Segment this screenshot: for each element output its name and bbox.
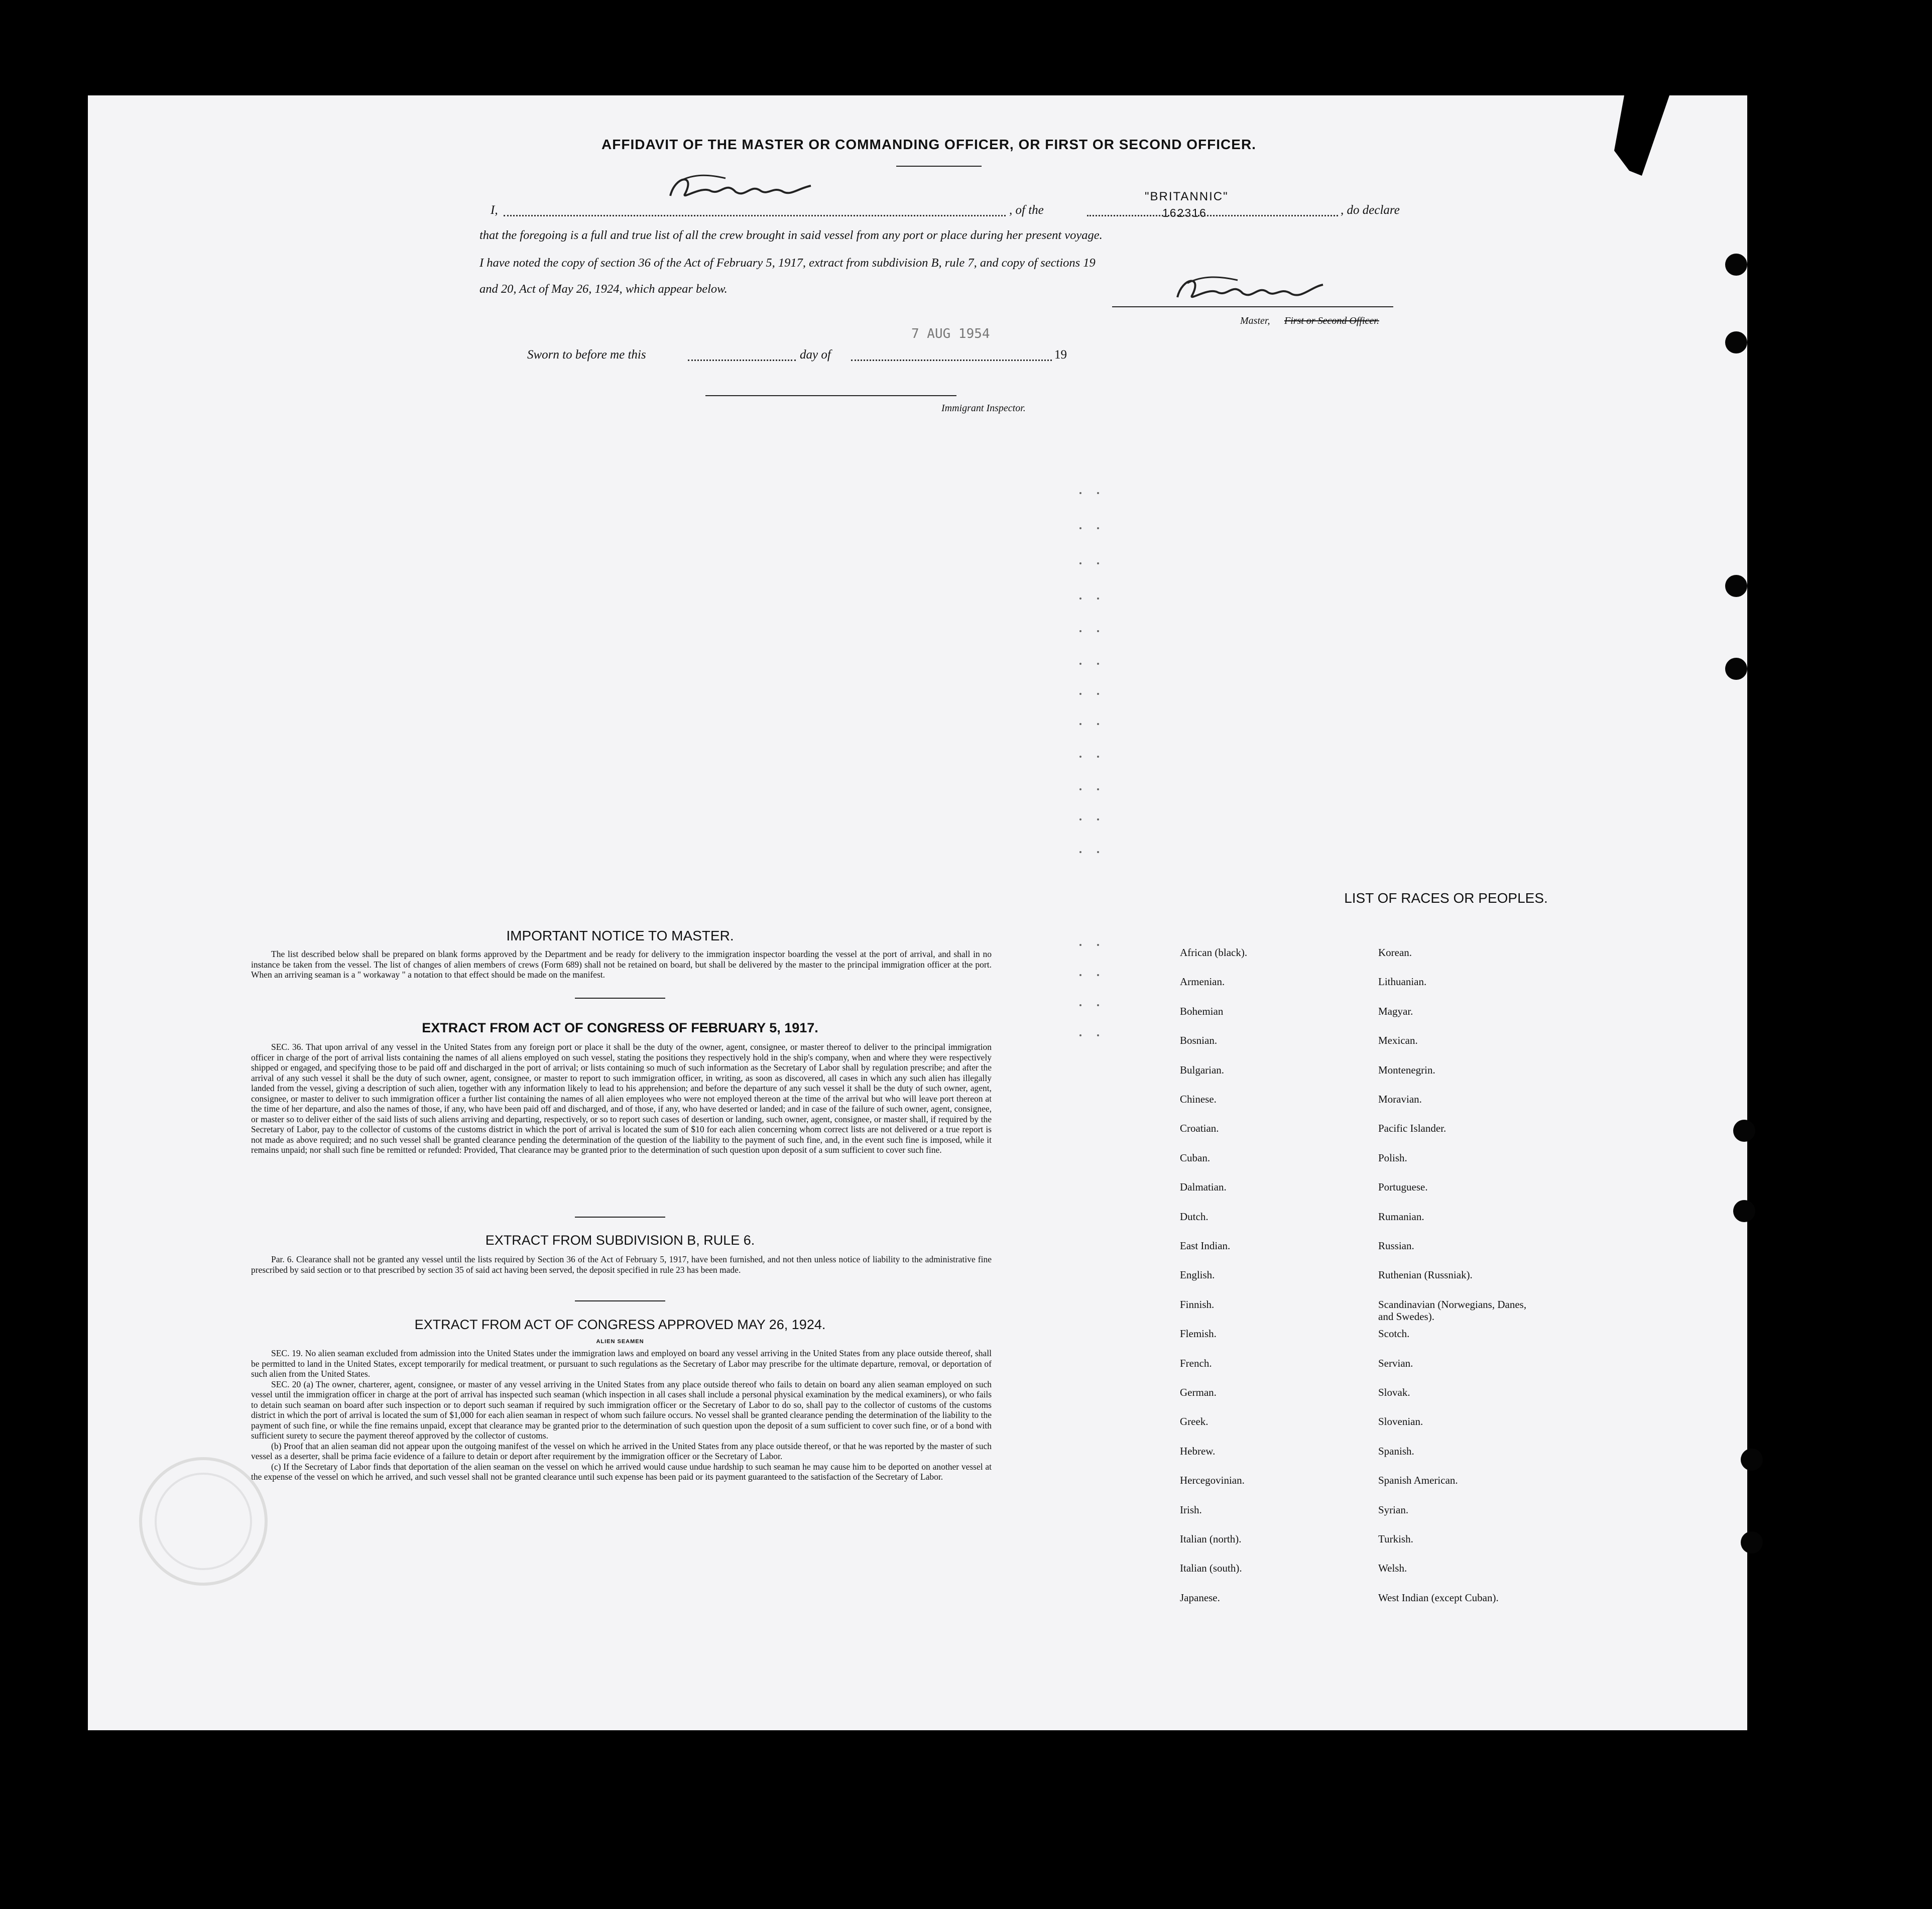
race-item-right: Russian. bbox=[1378, 1240, 1414, 1252]
speck bbox=[1097, 851, 1099, 853]
sworn-year: 19 bbox=[1054, 348, 1067, 362]
race-item-left: Italian (north). bbox=[1180, 1533, 1242, 1545]
vessel-name: "BRITANNIC" bbox=[1145, 190, 1229, 203]
speck bbox=[1097, 944, 1099, 946]
sworn-day-field bbox=[688, 360, 796, 361]
affidavit-line3: I have noted the copy of section 36 of the Act of February 5, 1917, extract from subdivision B, rule 7, and copy of sections 19 bbox=[479, 256, 1096, 270]
race-item-right: Moravian. bbox=[1378, 1093, 1422, 1105]
signature-title-master: Master, bbox=[1240, 315, 1270, 326]
race-item-left: Dalmatian. bbox=[1180, 1181, 1227, 1194]
speck bbox=[1079, 527, 1081, 529]
speck bbox=[1097, 630, 1099, 632]
master-name-field bbox=[504, 215, 1006, 216]
affidavit-title: AFFIDAVIT OF THE MASTER OR COMMANDING OFFICER, OR FIRST OR SECOND OFFICER. bbox=[601, 137, 1256, 152]
race-item-left: Hebrew. bbox=[1180, 1445, 1216, 1457]
speck bbox=[1079, 818, 1081, 820]
race-item-right: Montenegrin. bbox=[1378, 1063, 1435, 1076]
extract-rule6-paragraph: Par. 6. Clearance shall not be granted any vessel until the lists required by Section 36 of the Act of February 5, 1917, have been furnished, and not then unless notice of liability to the administrative fine prescribed by said section or to that prescribed by section 35 of said act having been served, the deposit specified in rule 23 has been made. bbox=[251, 1254, 992, 1275]
race-item-right: Scandinavian (Norwegians, Danes, and Swedes). bbox=[1378, 1298, 1527, 1323]
speck bbox=[1079, 598, 1081, 600]
speck bbox=[1097, 598, 1099, 600]
race-item-left: African (black). bbox=[1180, 946, 1248, 959]
race-item-right: Mexican. bbox=[1378, 1034, 1418, 1047]
extract-1917-paragraph: SEC. 36. That upon arrival of any vessel in the United States from any foreign port or place it shall be the duty of the owner, agent, consignee, or master thereof to deliver to the principal immigration officer in charge of the port of arrival lists containing the names of all aliens employed on such vessel, stating the positions they respectively hold in the ship's company, when and where they were respectively shipped or engaged, and specifying those to be paid off and discharged in the port of arrival; or lists containing so much of such information as the Secretary of Labor shall by regulation prescribe; and after the arrival of any such vessel it shall be the duty of such owner, agent, consignee, or master to report to such immigration officer, in writing, as soon as discovered, all cases in which any such alien has illegally landed from the vessel, giving a description of such alien, together with any information likely to lead to his apprehension; and before the departure of any such vessel it shall be the duty of such owner, agent, consignee, or master to deliver to such immigration officer a further list containing the names of all alien employees who were not employed thereon at the time of the arrival but who will leave port thereon at the time of her departure, and also the names of those, if any, who have been paid off and discharged, and of those, if any, who have deserted or landed; and in case of the failure of such owner, agent, consignee, or master so to deliver either of the said lists of such aliens arriving and departing, respectively, or so to report such cases of desertion or landing, such owner, agent, consignee, or master shall, if required by the Secretary of Labor, pay to the collector of customs of the customs district in which the port of arrival is located the sum of $10 for each alien concerning whom correct lists are not delivered or a true report is not made as above required; and no such vessel shall be granted clearance pending the determination of the question of the liability to the payment of such fine, and, in the event such fine is imposed, while it remains unpaid; nor shall such fine be remitted or refunded: Provided, That clearance may be granted prior to the determination of such question upon deposit of a sum sufficient to cover such fine. bbox=[251, 1042, 992, 1155]
punch-hole bbox=[1741, 1531, 1763, 1554]
speck bbox=[1079, 693, 1081, 695]
speck bbox=[1079, 974, 1081, 976]
inspector-signature-line bbox=[705, 395, 956, 396]
inspector-label: Immigrant Inspector. bbox=[941, 403, 1026, 414]
race-item-right: Slovenian. bbox=[1378, 1415, 1423, 1428]
race-item-right: Pacific Islander. bbox=[1378, 1122, 1446, 1135]
race-item-left: Finnish. bbox=[1180, 1298, 1215, 1310]
vessel-number: 162316 bbox=[1162, 206, 1207, 219]
speck bbox=[1079, 663, 1081, 665]
speck bbox=[1079, 562, 1081, 564]
race-item-right: Rumanian. bbox=[1378, 1210, 1424, 1223]
notice-title: IMPORTANT NOTICE TO MASTER. bbox=[506, 928, 734, 943]
speck bbox=[1097, 974, 1099, 976]
extract-1917-title: EXTRACT FROM ACT OF CONGRESS OF FEBRUARY 5, 1917. bbox=[422, 1020, 818, 1035]
divider-1 bbox=[575, 998, 665, 999]
race-item-right: Scotch. bbox=[1378, 1328, 1410, 1340]
race-item-right: West Indian (except Cuban). bbox=[1378, 1591, 1499, 1604]
punch-hole bbox=[1733, 1200, 1755, 1222]
punch-hole bbox=[1725, 331, 1747, 353]
sworn-prefix: Sworn to before me this bbox=[527, 348, 646, 362]
date-stamp: 7 AUG 1954 bbox=[911, 326, 990, 341]
signature-title-struck: First or Second Officer. bbox=[1284, 315, 1379, 326]
notice-body bbox=[251, 949, 992, 980]
race-item-left: English. bbox=[1180, 1269, 1215, 1281]
speck bbox=[1097, 663, 1099, 665]
race-item-left: Dutch. bbox=[1180, 1210, 1209, 1223]
race-item-left: French. bbox=[1180, 1357, 1212, 1369]
race-item-left: Hercegovinian. bbox=[1180, 1474, 1245, 1487]
race-item-right: Welsh. bbox=[1378, 1562, 1407, 1575]
extract-1924-title: EXTRACT FROM ACT OF CONGRESS APPROVED MAY 26, 1924. bbox=[414, 1317, 826, 1332]
affidavit-of-the: , of the bbox=[1009, 203, 1044, 217]
vessel-field bbox=[1087, 215, 1338, 216]
race-item-right: Magyar. bbox=[1378, 1005, 1413, 1017]
race-item-right: Spanish. bbox=[1378, 1445, 1414, 1457]
race-item-right: Spanish American. bbox=[1378, 1474, 1458, 1487]
sworn-day-of: day of bbox=[800, 348, 831, 362]
master-signature-line bbox=[1112, 306, 1393, 307]
speck bbox=[1097, 562, 1099, 564]
race-item-left: Greek. bbox=[1180, 1415, 1209, 1428]
torn-mark bbox=[1594, 95, 1684, 181]
extract-1924-subtitle: ALIEN SEAMEN bbox=[596, 1339, 644, 1345]
race-item-left: Armenian. bbox=[1180, 976, 1225, 988]
divider-3 bbox=[575, 1300, 665, 1301]
speck bbox=[1079, 788, 1081, 790]
race-item-left: Flemish. bbox=[1180, 1328, 1217, 1340]
race-item-left: Irish. bbox=[1180, 1503, 1202, 1516]
divider-2 bbox=[575, 1217, 665, 1218]
master-signature-2 bbox=[1172, 272, 1333, 307]
extract-rule6-body bbox=[251, 1254, 992, 1275]
race-item-left: Cuban. bbox=[1180, 1151, 1211, 1164]
speck bbox=[1079, 1034, 1081, 1036]
speck bbox=[1079, 944, 1081, 946]
affidavit-line2: that the foregoing is a full and true list of all the crew brought in said vessel from any port or place during her present voyage. bbox=[479, 228, 1103, 242]
speck bbox=[1097, 693, 1099, 695]
master-signature bbox=[665, 171, 816, 206]
race-item-right: Syrian. bbox=[1378, 1503, 1409, 1516]
race-item-left: German. bbox=[1180, 1386, 1217, 1398]
title-underline bbox=[896, 166, 982, 167]
affidavit-line1-prefix: I, bbox=[491, 203, 498, 217]
race-item-left: Bohemian bbox=[1180, 1005, 1224, 1017]
race-item-right: Lithuanian. bbox=[1378, 976, 1427, 988]
speck bbox=[1097, 723, 1099, 725]
speck bbox=[1079, 1004, 1081, 1006]
speck bbox=[1097, 818, 1099, 820]
speck bbox=[1097, 756, 1099, 758]
races-title: LIST OF RACES OR PEOPLES. bbox=[1344, 890, 1548, 906]
race-item-left: East Indian. bbox=[1180, 1240, 1231, 1252]
speck bbox=[1097, 1034, 1099, 1036]
speck bbox=[1097, 527, 1099, 529]
speck bbox=[1097, 788, 1099, 790]
race-item-left: Bosnian. bbox=[1180, 1034, 1218, 1047]
punch-hole bbox=[1733, 1120, 1755, 1142]
extract-1917-body bbox=[251, 1042, 992, 1155]
speck bbox=[1097, 492, 1099, 494]
document-page bbox=[88, 95, 1747, 1730]
race-item-right: Korean. bbox=[1378, 946, 1412, 959]
race-item-left: Italian (south). bbox=[1180, 1562, 1242, 1575]
sec-19-paragraph: SEC. 19. No alien seaman excluded from admission into the United States under the immigration laws and employed on board any vessel arriving in the United States from any place outside thereof, shall be permitted to land in the United States, except temporarily for medical treatment, or pursuant to such regulations as the Secretary of Labor may prescribe for the ultimate departure, removal, or deportation of such alien from the United States. bbox=[251, 1348, 992, 1379]
race-item-right: Ruthenian (Russniak). bbox=[1378, 1269, 1473, 1281]
race-item-right: Servian. bbox=[1378, 1357, 1413, 1369]
race-item-left: Bulgarian. bbox=[1180, 1063, 1225, 1076]
speck bbox=[1079, 630, 1081, 632]
affidavit-line4: and 20, Act of May 26, 1924, which appear below. bbox=[479, 282, 728, 296]
affidavit-do-declare: , do declare bbox=[1341, 203, 1400, 217]
speck bbox=[1079, 723, 1081, 725]
speck bbox=[1079, 492, 1081, 494]
speck bbox=[1079, 851, 1081, 853]
race-item-right: Slovak. bbox=[1378, 1386, 1410, 1398]
race-item-right: Turkish. bbox=[1378, 1533, 1413, 1545]
race-item-left: Japanese. bbox=[1180, 1591, 1220, 1604]
speck bbox=[1079, 756, 1081, 758]
speck bbox=[1097, 1004, 1099, 1006]
race-item-left: Chinese. bbox=[1180, 1093, 1217, 1105]
race-item-right: Portuguese. bbox=[1378, 1181, 1428, 1194]
notice-paragraph: The list described below shall be prepared on blank forms approved by the Department and be ready for delivery to the immigration inspector boarding the vessel at the port of arrival, and shall in no instance be taken from the vessel. The list of changes of alien members of crews (Form 689) shall not be retained on board, but shall be delivered by the master to the principal immigration officer at the port. When an arriving seaman is a " workaway " a notation to that effect should be made on the manifest. bbox=[251, 949, 992, 980]
sec-20a-paragraph: SEC. 20 (a) The owner, charterer, agent, consignee, or master of any vessel arriving in the United States from any place outside thereof who fails to detain on board any alien seaman employed on such vessel until the immigration officer in charge at the port of arrival has inspected such seaman (which inspection in all cases shall include a personal physical examination by the medical examiners), or who fails to detain such seaman on board after such inspection or to deport such seaman if required by such immigration officer or the Secretary of Labor to do so, shall pay to the collector of customs of the customs district in which the port of arrival is located the sum of $1,000 for each alien seaman in respect of whom such failure occurs. No vessel shall be granted clearance pending the determination of the liability to the payment of such fine, or while the fine remains unpaid, except that clearance may be granted prior to the determination of such question upon the deposit of a sum sufficient to cover such fine, or of a bond with sufficient surety to secure the payment thereof approved by the collector of customs. bbox=[251, 1379, 992, 1441]
punch-hole bbox=[1741, 1449, 1763, 1471]
extract-rule6-title: EXTRACT FROM SUBDIVISION B, RULE 6. bbox=[485, 1233, 755, 1248]
race-item-right: Polish. bbox=[1378, 1151, 1407, 1164]
extract-1924-body bbox=[251, 1348, 992, 1482]
punch-hole bbox=[1725, 575, 1747, 597]
race-item-left: Croatian. bbox=[1180, 1122, 1219, 1135]
punch-hole bbox=[1725, 658, 1747, 680]
sworn-month-field bbox=[851, 360, 1052, 361]
punch-hole bbox=[1725, 254, 1747, 276]
sec-20b-paragraph: (b) Proof that an alien seaman did not appear upon the outgoing manifest of the vessel on which he arrived in the United States from any place outside thereof, or that he was reported by the master of such vessel as a deserter, shall be prima facie evidence of a failure to detain or deport after requirement by the immigration officer or the Secretary of Labor. bbox=[251, 1441, 992, 1461]
embossed-seal bbox=[133, 1451, 274, 1592]
sec-20c-paragraph: (c) If the Secretary of Labor finds that deportation of the alien seaman on the vessel on which he arrived would cause undue hardship to such seaman he may cause him to be deported on another vessel at the expense of the vessel on which he arrived, and such vessel shall not be granted clearance until such expense has been paid or its payment guaranteed to the satisfaction of the Secretary of Labor. bbox=[251, 1461, 992, 1482]
